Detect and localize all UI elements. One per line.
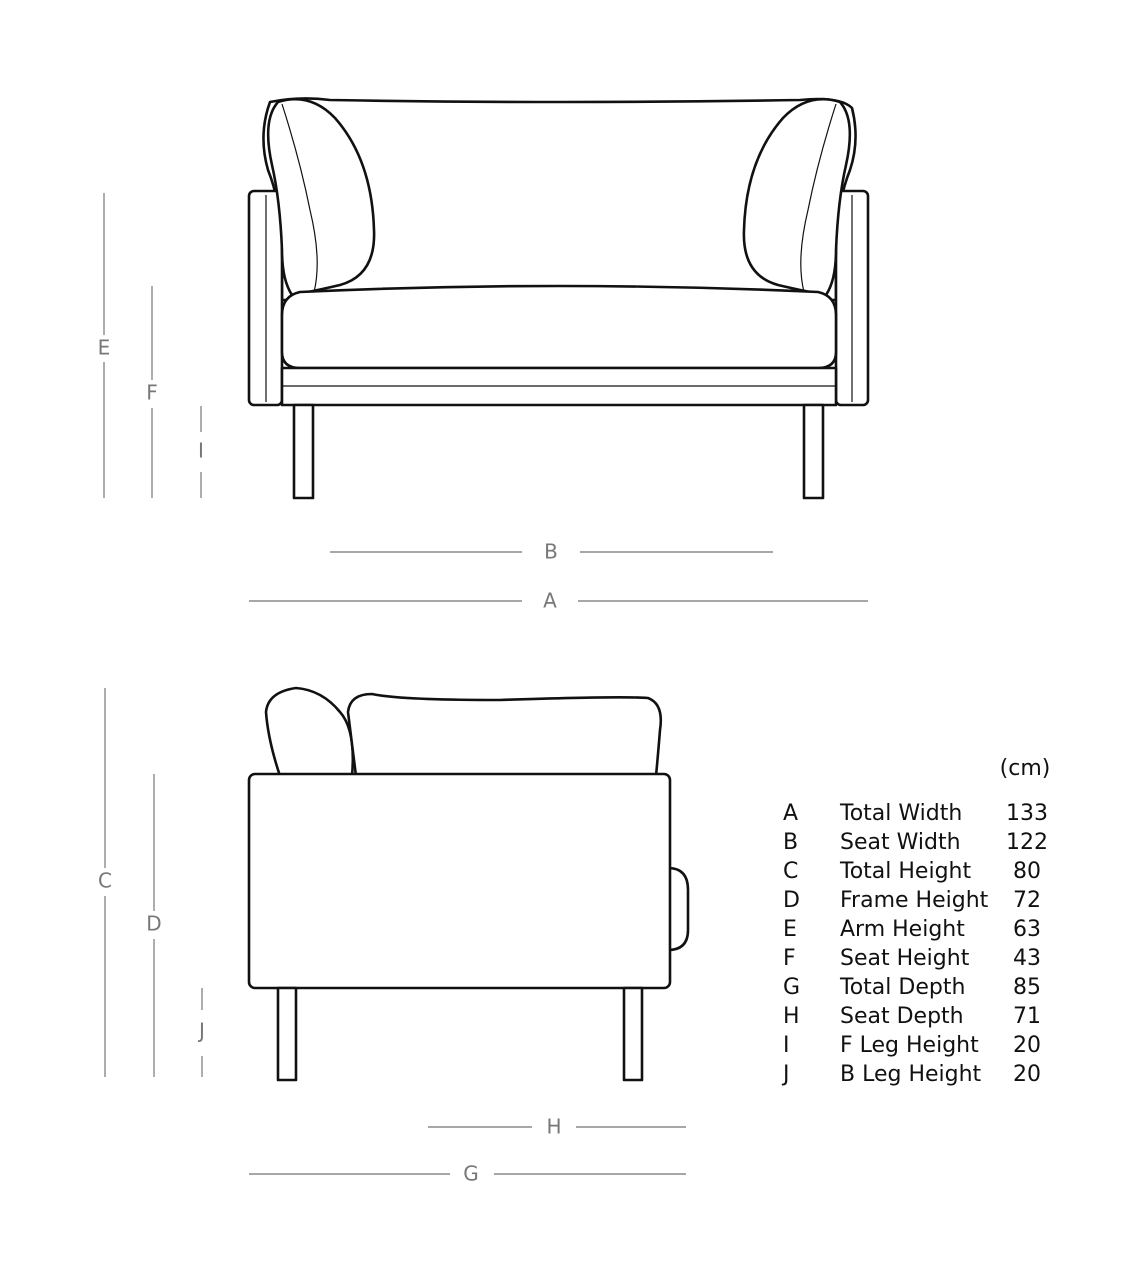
unit-label: (cm) — [999, 756, 1051, 781]
row-value: 63 — [1013, 917, 1041, 942]
table-row — [783, 1004, 1041, 1029]
label-i: I — [198, 438, 204, 463]
side-view — [249, 688, 688, 1080]
row-value: 122 — [1006, 830, 1048, 855]
row-letter: E — [783, 917, 797, 942]
label-h: H — [546, 1114, 562, 1139]
row-letter: G — [783, 975, 801, 1000]
row-value: 20 — [1013, 1033, 1041, 1058]
row-letter: A — [783, 801, 799, 826]
label-a: A — [543, 588, 557, 613]
table-row — [783, 1033, 1041, 1058]
label-e: E — [97, 335, 111, 360]
table-row — [783, 801, 1048, 826]
back-leg — [278, 988, 296, 1080]
row-letter: H — [783, 1004, 800, 1029]
row-name: Seat Height — [840, 946, 970, 971]
table-row — [783, 830, 1048, 855]
row-name: F Leg Height — [840, 1033, 979, 1058]
row-letter: C — [783, 859, 799, 884]
row-letter: I — [783, 1033, 790, 1058]
label-j: J — [199, 1018, 205, 1043]
row-name: Seat Depth — [840, 1004, 964, 1029]
row-value: 72 — [1013, 888, 1041, 913]
table-row — [783, 946, 1041, 971]
row-name: Total Height — [840, 859, 972, 884]
side-frame — [249, 774, 670, 988]
table-row — [783, 888, 1041, 913]
row-value: 80 — [1013, 859, 1041, 884]
front-right-leg — [804, 405, 823, 498]
row-name: Total Width — [840, 801, 963, 826]
table-row — [783, 975, 1041, 1000]
row-value: 71 — [1013, 1004, 1041, 1029]
row-name: Arm Height — [840, 917, 965, 942]
row-letter: B — [783, 830, 799, 855]
seat-cushion — [282, 286, 836, 368]
label-c: C — [98, 868, 112, 893]
row-value: 133 — [1006, 801, 1048, 826]
row-letter: J — [783, 1062, 790, 1087]
row-name: Total Depth — [840, 975, 966, 1000]
side-seat-back-cushion — [348, 694, 661, 776]
row-name: Seat Width — [840, 830, 961, 855]
row-name: B Leg Height — [840, 1062, 982, 1087]
dimensions-table — [781, 756, 1050, 1087]
front-leg — [624, 988, 642, 1080]
side-back-pillow — [266, 688, 353, 776]
front-left-leg — [294, 405, 313, 498]
row-name: Frame Height — [840, 888, 989, 913]
label-f: F — [146, 380, 158, 405]
row-letter: F — [783, 946, 796, 971]
row-letter: D — [783, 888, 800, 913]
label-b: B — [544, 539, 558, 564]
table-row — [781, 1062, 1041, 1087]
front-view — [249, 98, 868, 498]
table-row — [783, 859, 1041, 884]
row-value: 20 — [1013, 1062, 1041, 1087]
row-value: 85 — [1013, 975, 1041, 1000]
label-d: D — [146, 911, 162, 936]
row-value: 43 — [1013, 946, 1041, 971]
table-row — [783, 917, 1041, 942]
label-g: G — [463, 1161, 479, 1186]
